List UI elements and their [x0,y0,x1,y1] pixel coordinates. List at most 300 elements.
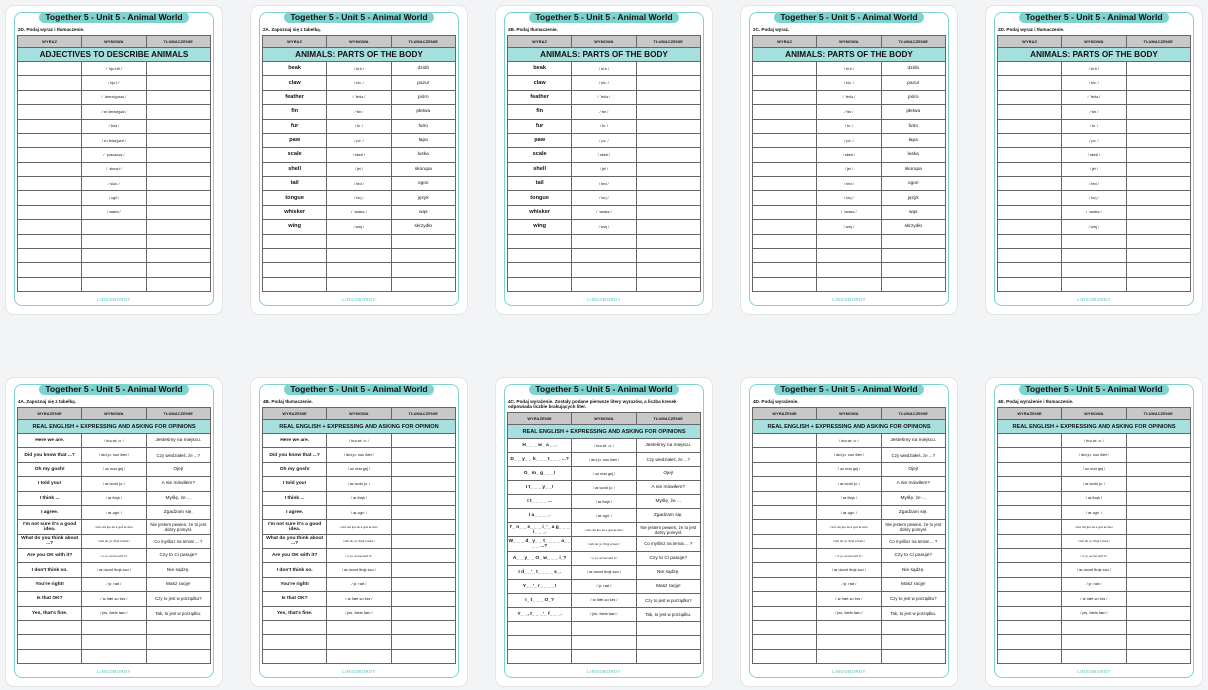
word-cell[interactable] [753,220,817,234]
word-cell[interactable] [753,234,817,248]
word-cell[interactable] [753,534,817,548]
word-cell[interactable] [998,263,1062,277]
translation-cell: Co myślisz na temat ... ? [881,534,945,548]
translation-cell[interactable] [391,635,455,649]
word-cell[interactable] [998,448,1062,462]
translation-cell[interactable] [146,263,210,277]
translation-cell: Ojej! [146,462,210,476]
translation-cell[interactable] [146,620,210,634]
word-cell[interactable] [998,592,1062,606]
translation-cell[interactable] [391,549,455,563]
word-cell[interactable] [508,621,572,635]
word-cell[interactable] [508,248,572,262]
translation-cell[interactable] [881,234,945,248]
word-cell[interactable] [508,263,572,277]
pronunciation-cell: / biːk / [572,62,636,76]
table-header-row [18,36,211,48]
translation-cell[interactable] [1126,620,1190,634]
word-cell[interactable] [18,191,82,205]
translation-cell[interactable] [1126,90,1190,104]
translation-cell[interactable] [1126,105,1190,119]
word-cell[interactable] [998,162,1062,176]
translation-cell: pazur [881,76,945,90]
vocabulary-table [17,35,211,292]
worksheet-thumbnail[interactable] [6,378,222,686]
word-cell[interactable] [753,205,817,219]
table-row [508,162,701,176]
word-cell[interactable] [753,577,817,591]
translation-cell[interactable] [391,448,455,462]
table-row [18,277,211,291]
translation-cell[interactable] [636,177,700,191]
translation-cell[interactable] [1126,462,1190,476]
pronunciation-cell[interactable] [327,649,391,663]
translation-cell[interactable] [146,162,210,176]
translation-cell[interactable] [146,205,210,219]
translation-cell[interactable] [146,133,210,147]
pronunciation-cell[interactable] [572,277,636,291]
translation-cell[interactable] [391,462,455,476]
translation-cell[interactable] [1126,635,1190,649]
word-cell[interactable] [998,462,1062,476]
word-cell[interactable] [998,505,1062,519]
translation-cell[interactable] [636,76,700,90]
pronunciation-cell[interactable] [817,649,881,663]
translation-cell[interactable] [391,491,455,505]
pronunciation-cell[interactable] [1062,234,1126,248]
translation-cell: Czy to jest w porządku? [146,592,210,606]
column-header: WYRAZ [753,36,817,48]
pronunciation-cell: / klɔː / [817,76,881,90]
section-heading-row [753,48,946,62]
worksheet-thumbnail[interactable] [986,6,1202,314]
pronunciation-cell: / ɪz ðæt əʊˈkeɪ / [572,593,636,607]
pronunciation-cell[interactable] [327,620,391,634]
worksheet-thumbnail[interactable] [251,6,467,314]
word-cell[interactable] [753,133,817,147]
worksheet-page [994,384,1194,678]
translation-cell[interactable] [391,234,455,248]
word-cell[interactable] [998,177,1062,191]
translation-cell[interactable] [1126,263,1190,277]
word-cell[interactable] [18,263,82,277]
table-row [998,534,1191,548]
word-cell[interactable] [998,148,1062,162]
word-cell[interactable] [998,205,1062,219]
translation-cell[interactable] [1126,563,1190,577]
translation-cell[interactable] [146,191,210,205]
word-cell[interactable] [508,635,572,649]
word-cell[interactable] [753,277,817,291]
word-cell[interactable] [508,277,572,291]
translation-cell[interactable] [881,263,945,277]
translation-cell[interactable] [1126,592,1190,606]
table-row [998,248,1191,262]
table-row [263,577,456,591]
translation-cell[interactable] [636,263,700,277]
pronunciation-cell[interactable] [817,277,881,291]
worksheet-page [259,384,459,678]
pronunciation-cell: / aɪ təʊld juː / [817,477,881,491]
pronunciation-cell[interactable] [82,220,146,234]
table-row [263,177,456,191]
translation-cell[interactable] [146,277,210,291]
word-cell[interactable] [263,277,327,291]
word-cell[interactable] [998,105,1062,119]
translation-cell[interactable] [1126,520,1190,534]
word-cell[interactable] [18,248,82,262]
translation-cell[interactable] [391,620,455,634]
word-cell[interactable] [508,649,572,663]
word-cell[interactable] [18,133,82,147]
word-cell: I told you! [263,477,327,491]
translation-cell[interactable] [1126,162,1190,176]
translation-cell[interactable] [636,277,700,291]
word-cell[interactable] [753,62,817,76]
translation-cell[interactable] [636,90,700,104]
translation-cell[interactable] [146,649,210,663]
word-cell[interactable] [753,76,817,90]
worksheet-thumbnail[interactable] [741,378,957,686]
translation-cell[interactable] [636,119,700,133]
section-heading: ANIMALS: PARTS OF THE BODY [263,48,456,62]
word-cell[interactable] [18,119,82,133]
word-cell: whisker [263,205,327,219]
translation-cell[interactable] [636,234,700,248]
word-cell[interactable] [753,248,817,262]
translation-cell[interactable] [636,162,700,176]
word-cell[interactable] [753,563,817,577]
section-heading-row [263,48,456,62]
pronunciation-cell[interactable] [1062,649,1126,663]
word-cell[interactable] [998,491,1062,505]
table-row [998,277,1191,291]
pronunciation-cell[interactable] [82,635,146,649]
worksheet-thumbnail[interactable] [741,6,957,314]
word-cell[interactable] [998,220,1062,234]
pronunciation-cell[interactable] [817,248,881,262]
pronunciation-cell[interactable] [572,263,636,277]
pronunciation-cell: / teɪl / [817,177,881,191]
pronunciation-cell[interactable] [1062,277,1126,291]
word-cell: scale [263,148,327,162]
translation-cell[interactable] [636,649,700,663]
pronunciation-cell[interactable] [82,234,146,248]
table-row [998,62,1191,76]
word-cell[interactable] [998,62,1062,76]
pronunciation-cell: / fɜː / [1062,119,1126,133]
translation-cell[interactable] [1126,191,1190,205]
pronunciation-cell[interactable] [572,248,636,262]
word-cell: I'm not sure it's a good idea. [263,520,327,534]
translation-cell[interactable] [391,477,455,491]
translation-cell[interactable] [391,505,455,519]
table-row [753,205,946,219]
table-row [18,220,211,234]
word-cell[interactable] [753,434,817,448]
translation-cell[interactable] [1126,248,1190,262]
translation-cell[interactable] [146,62,210,76]
pronunciation-cell[interactable] [327,635,391,649]
translation-cell[interactable] [636,62,700,76]
translation-cell[interactable] [391,277,455,291]
pronunciation-cell[interactable] [327,248,391,262]
word-cell[interactable] [263,234,327,248]
word-cell: I_ t_ _ _ O_? [508,593,572,607]
translation-cell[interactable] [1126,119,1190,133]
pronunciation-cell[interactable] [82,248,146,262]
pronunciation-cell[interactable] [572,234,636,248]
word-cell[interactable] [753,462,817,476]
pronunciation-cell: / ɑː juː əʊˈkeɪ wɪð ɪt / [817,549,881,563]
translation-cell[interactable] [1126,205,1190,219]
translation-cell[interactable] [636,133,700,147]
translation-cell[interactable] [881,248,945,262]
translation-cell[interactable] [1126,577,1190,591]
translation-cell[interactable] [146,234,210,248]
word-cell: Y_ _, t_ _ _'_ f_ _ _. [508,607,572,621]
translation-cell[interactable] [881,277,945,291]
word-cell[interactable] [18,76,82,90]
pronunciation-cell: / jɔː raɪt / [817,577,881,591]
pronunciation-cell[interactable] [1062,248,1126,262]
worksheet-thumbnail[interactable] [251,378,467,686]
word-cell[interactable] [753,105,817,119]
word-cell[interactable] [18,234,82,248]
brand-footer: LINGOBORDY [342,669,376,674]
table-row [18,563,211,577]
translation-cell[interactable] [636,635,700,649]
table-row [18,205,211,219]
word-cell[interactable] [998,649,1062,663]
translation-cell[interactable] [391,263,455,277]
pronunciation-cell[interactable] [817,620,881,634]
word-cell[interactable] [18,635,82,649]
translation-cell[interactable] [1126,76,1190,90]
word-cell[interactable] [18,177,82,191]
pronunciation-cell[interactable] [817,234,881,248]
pronunciation-cell[interactable] [817,263,881,277]
translation-cell[interactable] [1126,234,1190,248]
word-cell[interactable] [263,263,327,277]
brand-footer: LINGOBORDY [587,297,621,302]
translation-cell[interactable] [1126,448,1190,462]
worksheet-thumbnail[interactable] [496,378,712,686]
pronunciation-cell[interactable] [82,263,146,277]
translation-cell[interactable] [1126,220,1190,234]
translation-cell[interactable] [1126,477,1190,491]
translation-cell[interactable] [146,220,210,234]
translation-cell[interactable] [636,205,700,219]
worksheet-thumbnail[interactable] [6,6,222,314]
word-cell[interactable] [998,534,1062,548]
translation-cell[interactable] [881,635,945,649]
word-cell[interactable] [998,635,1062,649]
translation-cell[interactable] [391,520,455,534]
word-cell[interactable] [998,277,1062,291]
word-cell[interactable] [18,220,82,234]
translation-cell[interactable] [391,649,455,663]
table-row [263,90,456,104]
word-cell[interactable] [753,606,817,620]
word-cell[interactable] [753,448,817,462]
translation-cell[interactable] [636,105,700,119]
translation-cell[interactable] [1126,177,1190,191]
pronunciation-cell[interactable] [82,277,146,291]
word-cell[interactable] [998,577,1062,591]
pronunciation-cell[interactable] [327,234,391,248]
word-cell[interactable] [998,549,1062,563]
word-cell: I told you! [18,477,82,491]
table-row [508,119,701,133]
word-cell[interactable] [753,90,817,104]
pronunciation-cell[interactable] [82,620,146,634]
word-cell[interactable] [998,520,1062,534]
worksheet-thumbnail[interactable] [986,378,1202,686]
word-cell[interactable] [753,119,817,133]
worksheet-thumbnail[interactable] [496,6,712,314]
translation-cell[interactable] [881,649,945,663]
pronunciation-cell: / jɔː raɪt / [1062,577,1126,591]
translation-cell[interactable] [636,621,700,635]
table-header-row [998,408,1191,420]
word-cell[interactable] [998,119,1062,133]
table-row [998,220,1191,234]
translation-cell[interactable] [146,105,210,119]
table-row [998,549,1191,563]
translation-cell[interactable] [146,177,210,191]
table-row [18,191,211,205]
word-cell[interactable] [508,234,572,248]
column-header: WYRAŻENIE [263,408,327,420]
translation-cell[interactable] [1126,434,1190,448]
translation-cell[interactable] [881,620,945,634]
translation-cell[interactable] [636,191,700,205]
table-row [508,635,701,649]
translation-cell[interactable] [636,248,700,262]
pronunciation-cell: / fɜː / [572,119,636,133]
translation-cell[interactable] [1126,133,1190,147]
word-cell[interactable] [753,635,817,649]
word-cell[interactable] [998,563,1062,577]
word-cell[interactable] [263,635,327,649]
pronunciation-cell[interactable] [82,649,146,663]
table-row [508,593,701,607]
word-cell[interactable] [753,649,817,663]
pronunciation-cell: / əʊ maɪ gɒʃ / [572,467,636,481]
word-cell[interactable] [753,549,817,563]
translation-cell[interactable] [146,90,210,104]
translation-cell[interactable] [1126,505,1190,519]
translation-cell[interactable] [391,563,455,577]
word-cell[interactable] [753,592,817,606]
table-row [263,520,456,534]
pronunciation-cell: / aɪ əgriː / [572,509,636,523]
word-cell[interactable] [998,133,1062,147]
word-cell[interactable] [753,191,817,205]
word-cell[interactable] [18,162,82,176]
word-cell[interactable] [753,177,817,191]
word-cell[interactable] [998,76,1062,90]
word-cell[interactable] [18,148,82,162]
translation-cell[interactable] [1126,549,1190,563]
translation-cell[interactable] [146,76,210,90]
translation-cell[interactable] [391,248,455,262]
word-cell[interactable] [998,248,1062,262]
word-cell[interactable] [998,234,1062,248]
translation-cell[interactable] [1126,62,1190,76]
column-header: TŁUMACZENIE [881,408,945,420]
word-cell[interactable] [18,105,82,119]
word-cell[interactable] [263,620,327,634]
pronunciation-cell[interactable] [572,621,636,635]
translation-cell[interactable] [391,606,455,620]
word-cell[interactable] [753,477,817,491]
translation-cell[interactable] [1126,534,1190,548]
translation-cell[interactable] [146,635,210,649]
pronunciation-cell: / skeɪl / [817,148,881,162]
word-cell: What do you think about ...? [263,534,327,548]
translation-cell[interactable] [391,592,455,606]
word-cell[interactable] [18,62,82,76]
table-row [508,481,701,495]
pronunciation-cell[interactable] [572,649,636,663]
word-cell[interactable] [263,649,327,663]
translation-cell[interactable] [1126,649,1190,663]
word-cell[interactable] [998,606,1062,620]
translation-cell[interactable] [391,534,455,548]
word-cell[interactable] [753,263,817,277]
word-cell[interactable] [753,520,817,534]
word-cell[interactable] [998,191,1062,205]
translation-cell[interactable] [1126,606,1190,620]
word-cell[interactable] [998,620,1062,634]
word-cell[interactable] [753,505,817,519]
word-cell[interactable] [998,90,1062,104]
word-cell[interactable] [753,491,817,505]
pronunciation-cell[interactable] [1062,263,1126,277]
word-cell[interactable] [998,477,1062,491]
pronunciation-cell[interactable] [327,277,391,291]
pronunciation-cell[interactable] [1062,635,1126,649]
word-cell[interactable] [263,248,327,262]
word-cell[interactable] [18,90,82,104]
translation-cell[interactable] [391,577,455,591]
translation-cell[interactable] [1126,491,1190,505]
word-cell[interactable] [753,620,817,634]
translation-cell[interactable] [391,434,455,448]
translation-cell[interactable] [1126,277,1190,291]
pronunciation-cell[interactable] [327,263,391,277]
translation-cell[interactable] [636,148,700,162]
pronunciation-cell[interactable] [572,635,636,649]
pronunciation-cell[interactable] [1062,620,1126,634]
translation-cell[interactable] [146,148,210,162]
word-cell[interactable] [18,649,82,663]
translation-cell[interactable] [146,119,210,133]
word-cell[interactable] [18,205,82,219]
translation-cell[interactable] [636,220,700,234]
word-cell[interactable] [18,620,82,634]
word-cell[interactable] [753,162,817,176]
word-cell[interactable] [753,148,817,162]
word-cell: beak [263,62,327,76]
word-cell[interactable] [998,434,1062,448]
word-cell[interactable] [18,277,82,291]
pronunciation-cell[interactable] [817,635,881,649]
translation-cell[interactable] [1126,148,1190,162]
translation-cell[interactable] [146,248,210,262]
